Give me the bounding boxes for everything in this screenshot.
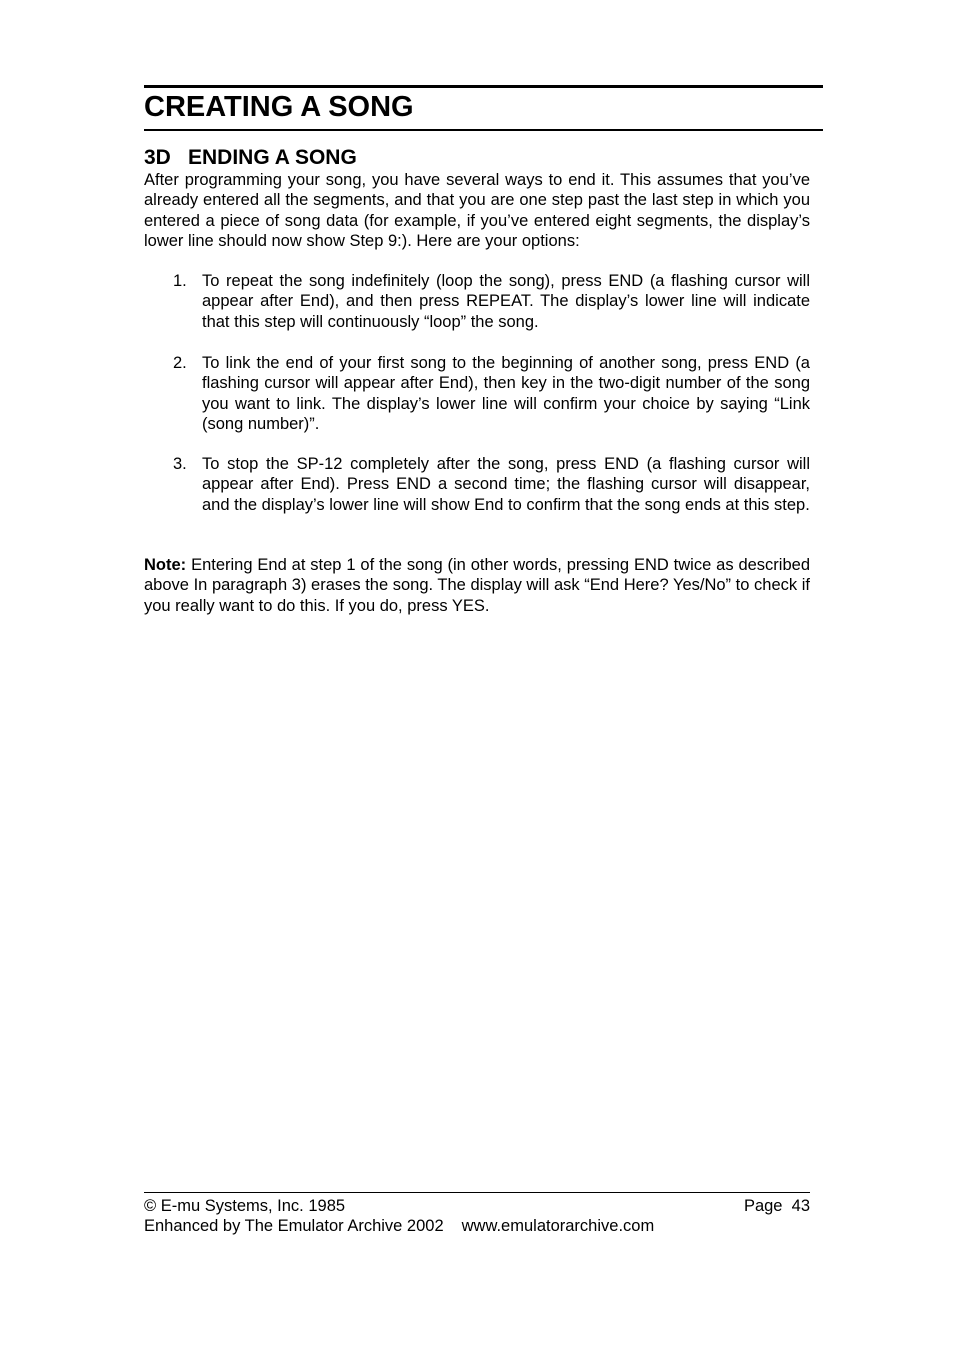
header-bottom-rule: [144, 129, 823, 131]
list-marker: 3.: [173, 455, 187, 473]
section-title: ENDING A SONG: [188, 146, 357, 169]
footer-enhanced-by: Enhanced by The Emulator Archive 2002: [144, 1217, 444, 1235]
list-item-3: [144, 454, 810, 515]
footer-line-1: [144, 1196, 810, 1216]
list-marker: 2.: [173, 354, 187, 372]
section-number: 3D: [144, 146, 171, 169]
list-item-text: To link the end of your first song to the beginning of another song, press END (a flashing cursor will appear after End), then key in the two-digit number of the song you want to link. The display’s lower line will confirm your choice by saying “Link (song number)”.: [202, 354, 810, 433]
list-item-text: To stop the SP-12 completely after the song, press END (a flashing cursor will appear after End). Press END a second time; the flashing cursor will disappear, and the display’s lower line will show End to confirm that the song ends at this step.: [202, 455, 810, 514]
footer-website-link[interactable]: www.emulatorarchive.com: [461, 1217, 655, 1235]
chapter-title: CREATING A SONG: [144, 91, 414, 123]
list-marker: 1.: [173, 272, 187, 290]
note-label: Note:: [144, 556, 187, 574]
note-text: Entering End at step 1 of the song (in other words, pressing END twice as described above In paragraph 3) erases the song. The display will ask “End Here? Yes/No” to check if you really want to do this. If you do, press YES.: [144, 556, 810, 615]
footer-page-number: Page 43: [743, 1197, 810, 1215]
list-item-1: [144, 271, 810, 332]
list-item-text: To repeat the song indefinitely (loop the song), press END (a flashing cursor will appear after End), and then press REPEAT. The display’s lower line will indicate that this step will continuously “loop” the song.: [202, 272, 810, 331]
footer-line-2: [144, 1216, 810, 1236]
section-heading: [144, 146, 357, 170]
footer-rule: [144, 1192, 810, 1193]
footer-copyright: © E-mu Systems, Inc. 1985: [144, 1197, 346, 1215]
note-paragraph: [144, 555, 810, 616]
list-item-2: [144, 353, 810, 434]
header-top-rule: [144, 85, 823, 88]
intro-paragraph: After programming your song, you have several ways to end it. This assumes that you’ve already entered all the segments, and that you are one step past the last step in which you entered a piece of song data (for example, if you’ve entered eight segments, the display’s lower line should now show Step 9:). Here are your options:: [144, 171, 810, 250]
